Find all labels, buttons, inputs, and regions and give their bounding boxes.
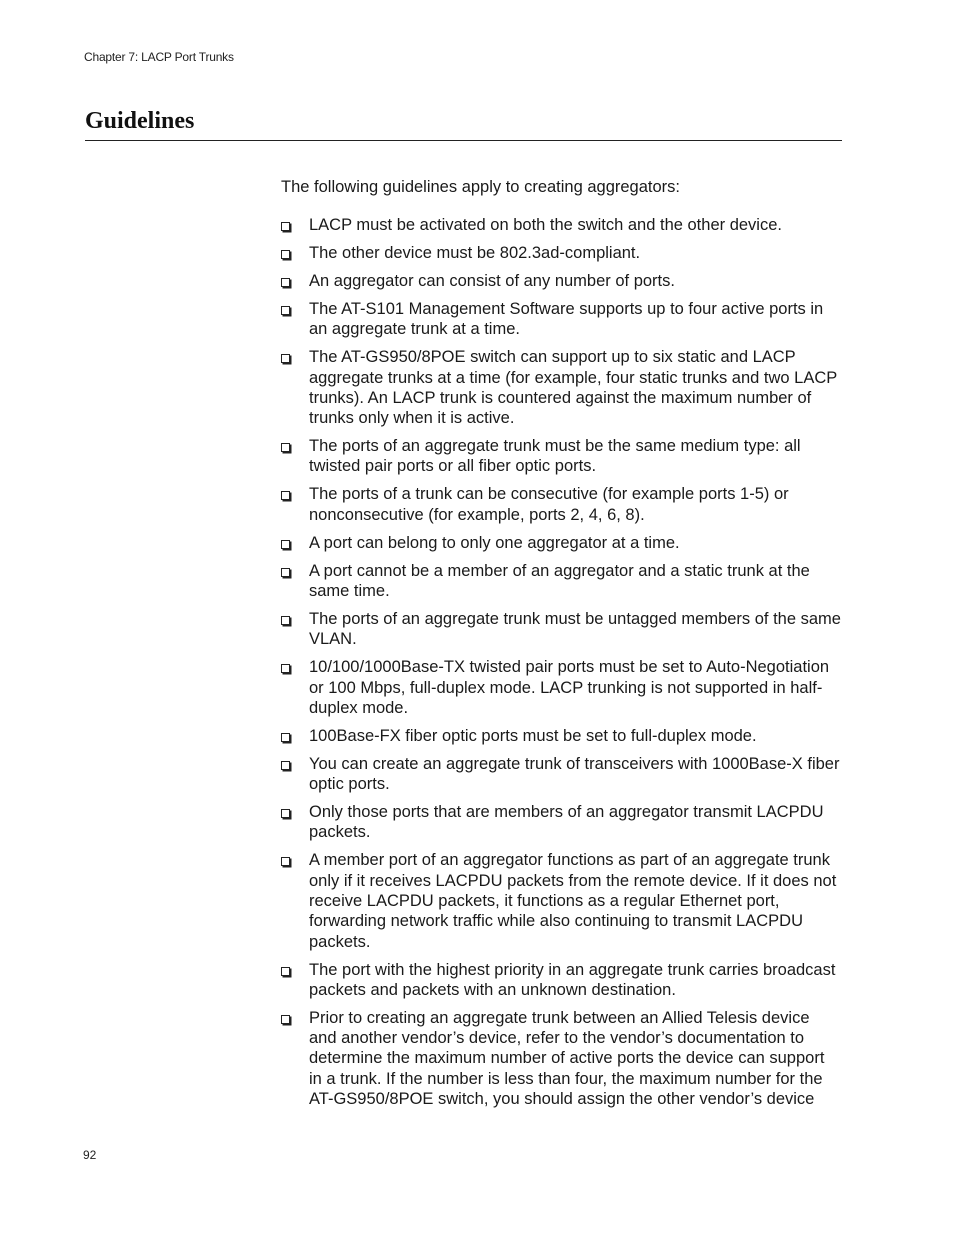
- guideline-item: [281, 802, 841, 843]
- guideline-text: LACP must be activated on both the switch and the other device.: [309, 216, 782, 234]
- checkbox-bullet-icon: [281, 443, 290, 452]
- guideline-item: [281, 561, 841, 602]
- guideline-item: [281, 960, 841, 1001]
- guideline-item: [281, 215, 841, 235]
- checkbox-bullet-icon: [281, 857, 290, 866]
- guideline-item: [281, 484, 841, 525]
- guideline-item: [281, 436, 841, 477]
- checkbox-bullet-icon: [281, 967, 290, 976]
- guideline-text: A port cannot be a member of an aggregator and a static trunk at the same time.: [309, 561, 810, 600]
- title-rule: [85, 140, 842, 141]
- section-title: Guidelines: [85, 108, 195, 134]
- running-head: Chapter 7: LACP Port Trunks: [84, 50, 234, 64]
- guideline-text: Prior to creating an aggregate trunk between an Allied Telesis device and another vendor’s device, refer to the vendor’s documentation to determine the maximum number of active ports the device can support in a trunk. If the number is less than four, the maximum number for the AT-GS950/8POE switch, you should assign the other vendor’s device: [309, 1008, 825, 1108]
- guideline-text: A port can belong to only one aggregator at a time.: [309, 533, 680, 552]
- guideline-text: The AT-GS950/8POE switch can support up to six static and LACP aggregate trunks at a time (for example, four static trunks and two LACP trunks). An LACP trunk is countered against the maximum number of trunks only when it is active.: [309, 348, 837, 428]
- checkbox-bullet-icon: [281, 761, 290, 770]
- guideline-text: A member port of an aggregator functions as part of an aggregate trunk only if it receives LACPDU packets from the remote device. If it does not receive LACPDU packets, it functions as a regular Ethernet port, forwarding network traffic while also continuing to transmit LACPDU packets.: [309, 851, 837, 951]
- checkbox-bullet-icon: [281, 809, 290, 818]
- checkbox-bullet-icon: [281, 540, 290, 549]
- checkbox-bullet-icon: [281, 733, 290, 742]
- guideline-text: You can create an aggregate trunk of transceivers with 1000Base-X fiber optic ports.: [309, 754, 840, 794]
- intro-paragraph: The following guidelines apply to creating aggregators:: [281, 178, 680, 196]
- checkbox-bullet-icon: [281, 354, 290, 363]
- checkbox-bullet-icon: [281, 250, 290, 259]
- guideline-item: [281, 609, 841, 650]
- guideline-text: The other device must be 802.3ad-compliant.: [309, 243, 641, 262]
- checkbox-bullet-icon: [281, 222, 290, 231]
- guideline-item: [281, 271, 841, 291]
- guideline-text: The ports of an aggregate trunk must be untagged members of the same VLAN.: [309, 609, 841, 649]
- guideline-text: An aggregator can consist of any number of ports.: [309, 271, 675, 290]
- checkbox-bullet-icon: [281, 491, 290, 500]
- guideline-text: The ports of an aggregate trunk must be the same medium type: all twisted pair ports or all fiber optic ports.: [309, 437, 801, 476]
- guideline-list: [281, 215, 841, 1117]
- guideline-text: 100Base-FX fiber optic ports must be set to full-duplex mode.: [309, 726, 757, 745]
- guideline-item: [281, 850, 841, 951]
- checkbox-bullet-icon: [281, 616, 290, 625]
- guideline-item: [281, 1008, 841, 1109]
- guideline-item: [281, 243, 841, 263]
- checkbox-bullet-icon: [281, 306, 290, 315]
- guideline-item: [281, 726, 841, 746]
- checkbox-bullet-icon: [281, 1015, 290, 1024]
- guideline-item: [281, 657, 841, 718]
- guideline-text: 10/100/1000Base-TX twisted pair ports must be set to Auto-Negotiation or 100 Mbps, full-duplex mode. LACP trunking is not supported in half-duplex mode.: [309, 658, 830, 717]
- guideline-item: [281, 533, 841, 553]
- guideline-text: The AT-S101 Management Software supports up to four active ports in an aggregate trunk at a time.: [309, 299, 824, 339]
- page-number: 92: [83, 1148, 97, 1162]
- guideline-text: The port with the highest priority in an aggregate trunk carries broadcast packets and packets with an unknown destination.: [309, 960, 836, 999]
- checkbox-bullet-icon: [281, 568, 290, 577]
- guideline-item: [281, 299, 841, 340]
- checkbox-bullet-icon: [281, 664, 290, 673]
- checkbox-bullet-icon: [281, 278, 290, 287]
- guideline-item: [281, 347, 841, 428]
- guideline-item: [281, 754, 841, 795]
- guideline-text: Only those ports that are members of an aggregator transmit LACPDU packets.: [309, 803, 824, 842]
- guideline-text: The ports of a trunk can be consecutive (for example ports 1-5) or nonconsecutive (for example, ports 2, 4, 6, 8).: [309, 485, 789, 524]
